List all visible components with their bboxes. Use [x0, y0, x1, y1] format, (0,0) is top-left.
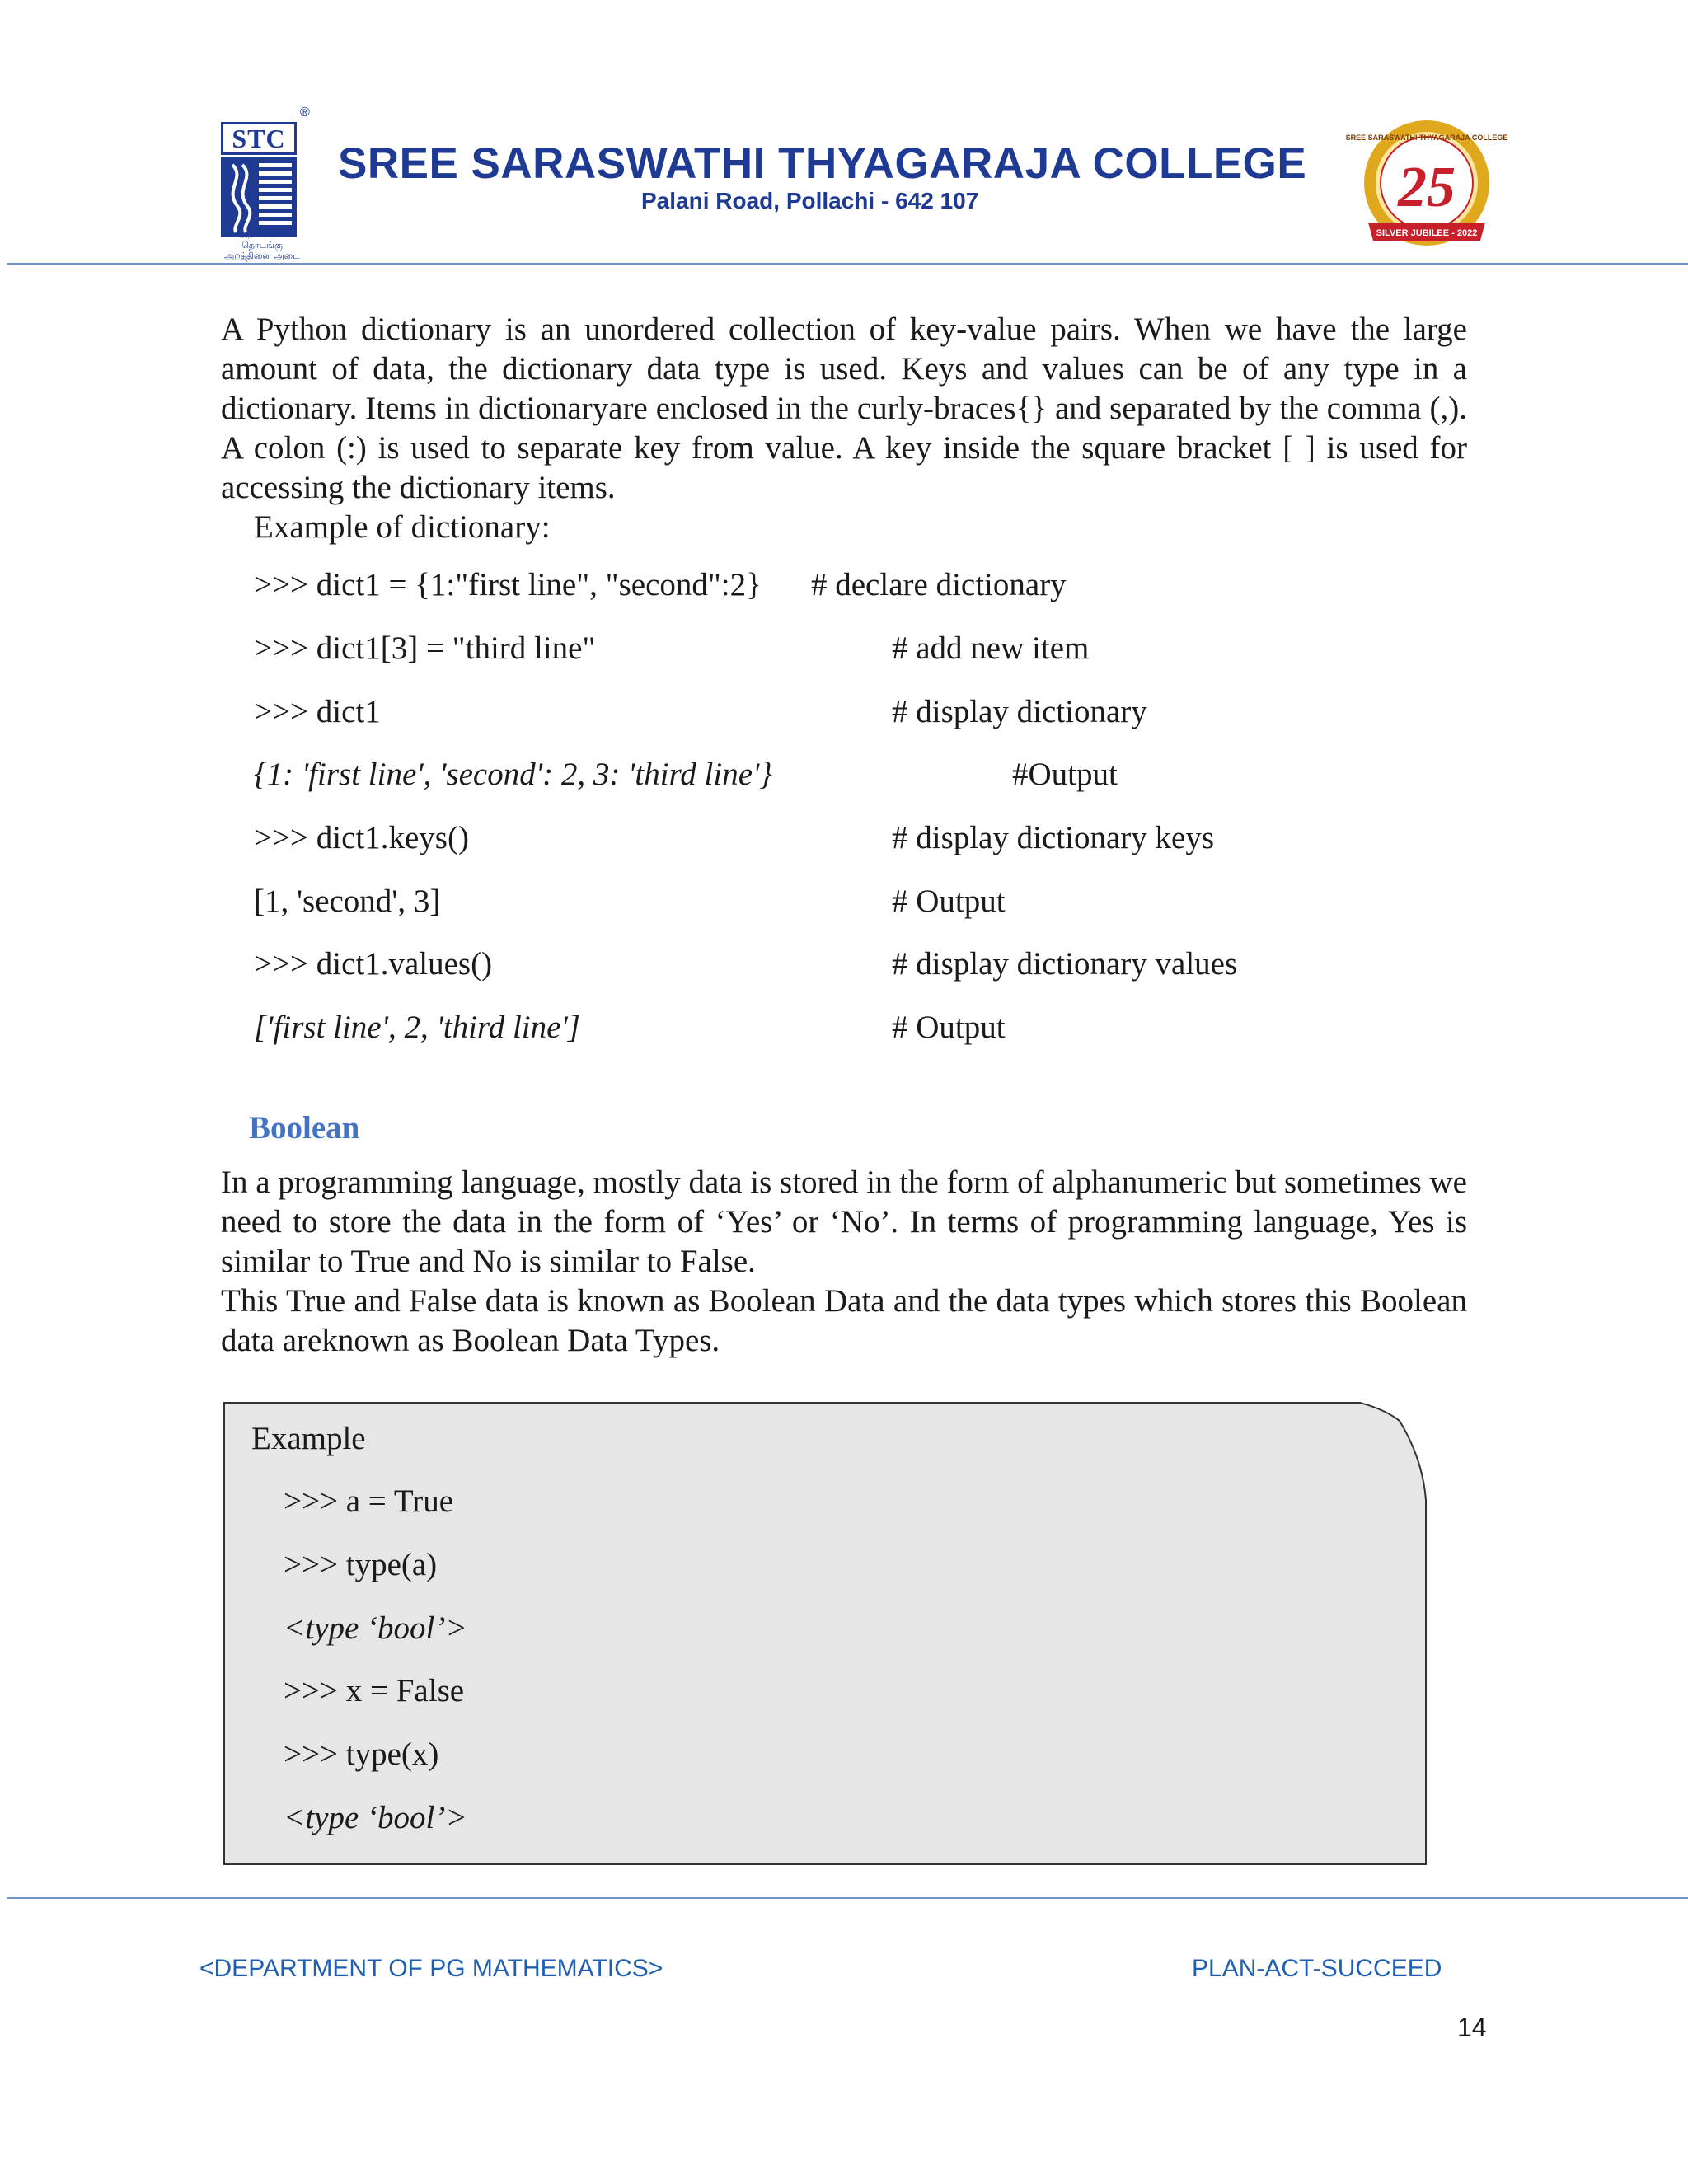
- dict-example-label: Example of dictionary:: [254, 509, 551, 545]
- college-name: SREE SARASWATHI THYAGARAJA COLLEGE: [338, 139, 1307, 188]
- logo-text: STC: [221, 122, 297, 155]
- boolean-paragraph: In a programming language, mostly data is stored in the form of alphanumeric but sometimes we need to store the data in the form of ‘Yes’ or ‘No’. In terms of programming language, Yes is similar to True and No is similar to False.: [221, 1165, 1467, 1279]
- jubilee-ribbon-text: SILVER JUBILEE - 2022: [1376, 228, 1478, 238]
- header-rule: [7, 263, 1688, 265]
- example-code-line: >>> x = False: [284, 1673, 465, 1708]
- dict-code-line: >>> dict1: [254, 694, 381, 729]
- boolean-paragraph: This True and False data is known as Boolean Data and the data types which stores this Boolean data areknown as Boolean Data Types.: [221, 1283, 1467, 1358]
- dict-code-comment: # add new item: [892, 630, 1090, 666]
- registered-mark: ®: [300, 105, 310, 120]
- dict-output-line: [1, 'second', 3]: [254, 883, 441, 919]
- example-code-line: >>> a = True: [284, 1483, 454, 1519]
- footer-department: <DEPARTMENT OF PG MATHEMATICS>: [199, 1955, 663, 1982]
- college-logo: [221, 105, 310, 262]
- dict-code-comment: # display dictionary values: [892, 946, 1238, 982]
- dict-code-line: >>> dict1.keys(): [254, 820, 469, 855]
- jubilee-ring-text: SREE SARASWATHI THYAGARAJA COLLEGE: [1345, 134, 1508, 142]
- jubilee-number: 25: [1398, 156, 1456, 219]
- page-number: 14: [1457, 2013, 1487, 2042]
- dict-code-line: >>> dict1 = {1:"first line", "second":2}: [254, 567, 762, 602]
- dict-output-line: ['first line', 2, 'third line']: [254, 1010, 580, 1045]
- dict-code-comment: #Output: [1012, 757, 1118, 792]
- silver-jubilee-emblem-icon: [1345, 117, 1508, 257]
- college-address: Palani Road, Pollachi - 642 107: [641, 188, 979, 213]
- example-code-line: >>> type(a): [284, 1547, 438, 1582]
- dict-code-comment: # Output: [892, 883, 1006, 919]
- dict-code-comment: # display dictionary: [892, 694, 1147, 729]
- example-title: Example: [251, 1421, 366, 1456]
- dict-code-line: >>> dict1.values(): [254, 946, 493, 982]
- footer-rule: [7, 1897, 1688, 1899]
- dict-code-comment: # Output: [892, 1010, 1006, 1045]
- intro-paragraph: A Python dictionary is an unordered collection of key-value pairs. When we have the large amount of data, the dictionary data type is used. Keys and values can be of any type in a dictionary. Items in dictionaryare enclosed in the curly-braces{} and separated by the comma (,). A colon (:) is used to separate key from value. A key inside the square bracket [ ] is used for accessing the dictionary items.: [221, 312, 1467, 505]
- example-output-line: <type ‘bool’>: [284, 1800, 467, 1835]
- dict-output-line: {1: 'first line', 'second': 2, 3: 'third line'}: [254, 757, 772, 792]
- dict-code-comment: # declare dictionary: [811, 567, 1067, 602]
- example-code-line: >>> type(x): [284, 1736, 439, 1772]
- logo-emblem-icon: [221, 157, 297, 237]
- example-output-line: <type ‘bool’>: [284, 1610, 467, 1646]
- logo-motto: அறிவினால் தொடங்கு அறத்தினை அடை: [224, 229, 300, 261]
- footer-motto: PLAN-ACT-SUCCEED: [1192, 1955, 1442, 1982]
- dict-code-comment: # display dictionary keys: [892, 820, 1215, 855]
- section-heading-boolean: Boolean: [249, 1110, 360, 1146]
- dict-code-line: >>> dict1[3] = "third line": [254, 630, 596, 666]
